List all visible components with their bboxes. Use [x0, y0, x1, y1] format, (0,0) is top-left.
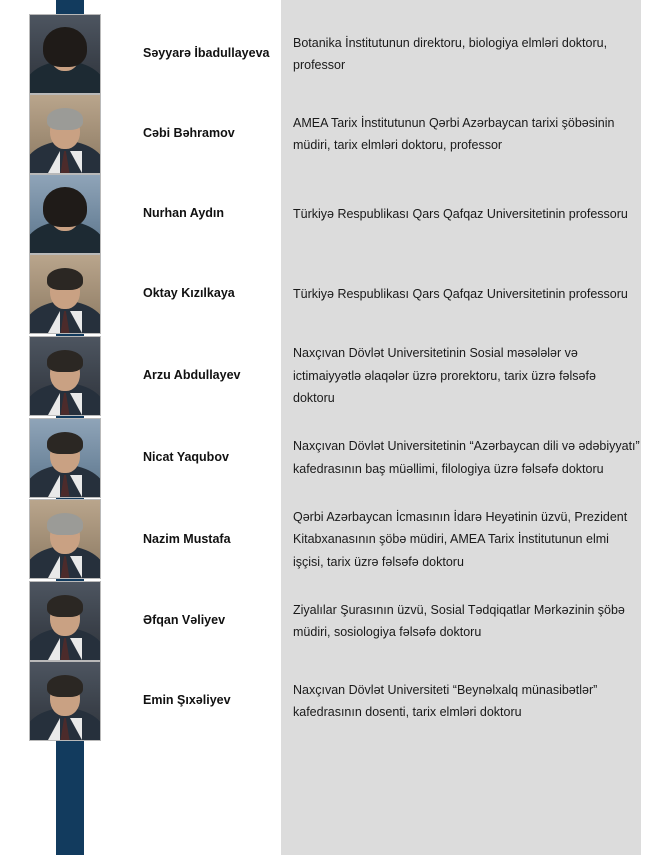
portrait-collar-left — [48, 638, 60, 660]
description-cell — [281, 334, 656, 418]
member-name: Cəbi Bəhramov — [143, 126, 235, 141]
name-cell — [133, 418, 281, 498]
photo-cell — [0, 174, 133, 254]
portrait-hair — [47, 268, 83, 290]
name-cell — [133, 581, 281, 661]
member-name: Oktay Kızılkaya — [143, 286, 235, 301]
member-description: Naxçıvan Dövlət Universitetinin “Azərbaycan dili və ədəbiyyatı” kafedrasının baş müəllimi, filologiya üzrə fəlsəfə doktoru — [293, 439, 640, 476]
member-description: Türkiyə Respublikası Qars Qafqaz Universitetinin professoru — [293, 206, 628, 221]
table-row — [0, 581, 656, 661]
portrait-hair — [47, 108, 83, 130]
description-cell — [281, 254, 656, 334]
portrait-efqan-veliyev — [29, 581, 101, 661]
table-row — [0, 661, 656, 741]
portrait-nicat-yaqubov — [29, 418, 101, 498]
photo-cell — [0, 418, 133, 498]
description-cell — [281, 581, 656, 661]
portrait-collar-right — [70, 311, 82, 333]
portrait-collar-left — [48, 311, 60, 333]
portrait-hair — [47, 675, 83, 697]
member-description: AMEA Tarix İnstitutunun Qərbi Azərbaycan tarixi şöbəsinin müdiri, tarix elmləri doktoru, professor — [293, 115, 615, 152]
portrait-hair — [43, 187, 87, 227]
member-description: Qərbi Azərbaycan İcmasının İdarə Heyətinin üzvü, Prezident Kitabxanasının şöbə müdiri, AMEA Tarix İnstitutunun elmi işçisi, tarix üzrə fəlsəfə doktoru — [293, 509, 628, 569]
portrait-nazim-mustafa — [29, 499, 101, 579]
portrait-seyyare-ibadullayeva — [29, 14, 101, 94]
member-name: Əfqan Vəliyev — [143, 613, 226, 628]
table-row — [0, 334, 656, 418]
table-row — [0, 254, 656, 334]
name-cell — [133, 334, 281, 418]
member-description: Naxçıvan Dövlət Universiteti “Beynəlxalq münasibətlər” kafedrasının dosenti, tarix elmləri doktoru — [293, 682, 598, 719]
photo-cell — [0, 254, 133, 334]
member-name: Nazim Mustafa — [143, 531, 231, 546]
name-cell — [133, 498, 281, 582]
photo-cell — [0, 661, 133, 741]
name-cell — [133, 254, 281, 334]
photo-cell — [0, 94, 133, 174]
member-name: Səyyarə İbadullayeva — [143, 46, 270, 61]
description-cell — [281, 661, 656, 741]
portrait-cebi-behramov — [29, 94, 101, 174]
member-description: Naxçıvan Dövlət Universitetinin Sosial məsələlər və ictimaiyyətlə əlaqələr üzrə prorektoru, tarix üzrə fəlsəfə doktoru — [293, 346, 596, 405]
portrait-hair — [47, 432, 83, 454]
table-row — [0, 14, 656, 94]
portrait-hair — [47, 595, 83, 617]
member-name: Nurhan Aydın — [143, 206, 225, 221]
name-cell — [133, 94, 281, 174]
portrait-collar-left — [48, 475, 60, 497]
member-name: Emin Şıxəliyev — [143, 693, 231, 708]
photo-cell — [0, 498, 133, 582]
name-cell — [133, 14, 281, 94]
member-name: Nicat Yaqubov — [143, 449, 229, 464]
portrait-collar-right — [70, 475, 82, 497]
description-cell — [281, 174, 656, 254]
portrait-collar-left — [48, 151, 60, 173]
name-cell — [133, 661, 281, 741]
member-description: Ziyalılar Şurasının üzvü, Sosial Tədqiqatlar Mərkəzinin şöbə müdiri, sosiologiya fəlsəfə doktoru — [293, 602, 625, 639]
portrait-hair — [43, 27, 87, 67]
portrait-collar-right — [70, 556, 82, 578]
portrait-collar-left — [48, 718, 60, 740]
portrait-oktay-kizilkaya — [29, 254, 101, 334]
table-row — [0, 94, 656, 174]
portrait-emin-sixeliyev — [29, 661, 101, 741]
member-name: Arzu Abdullayev — [143, 368, 241, 383]
photo-cell — [0, 581, 133, 661]
table-row — [0, 174, 656, 254]
portrait-collar-left — [48, 393, 60, 415]
portrait-hair — [47, 513, 83, 535]
name-cell — [133, 174, 281, 254]
member-description: Türkiyə Respublikası Qars Qafqaz Universitetinin professoru — [293, 286, 628, 301]
portrait-nurhan-aydin — [29, 174, 101, 254]
portrait-collar-left — [48, 556, 60, 578]
description-cell — [281, 418, 656, 498]
portrait-collar-right — [70, 638, 82, 660]
table-row — [0, 498, 656, 582]
description-cell — [281, 14, 656, 94]
description-cell — [281, 498, 656, 582]
portrait-arzu-abdullayev — [29, 336, 101, 416]
portrait-collar-right — [70, 151, 82, 173]
photo-cell — [0, 14, 133, 94]
portrait-collar-right — [70, 393, 82, 415]
member-description: Botanika İnstitutunun direktoru, biologiya elmləri doktoru, professor — [293, 35, 608, 72]
portrait-collar-right — [70, 718, 82, 740]
photo-cell — [0, 334, 133, 418]
description-cell — [281, 94, 656, 174]
table-top-spacer — [0, 0, 656, 14]
table-row — [0, 418, 656, 498]
portrait-hair — [47, 350, 83, 372]
